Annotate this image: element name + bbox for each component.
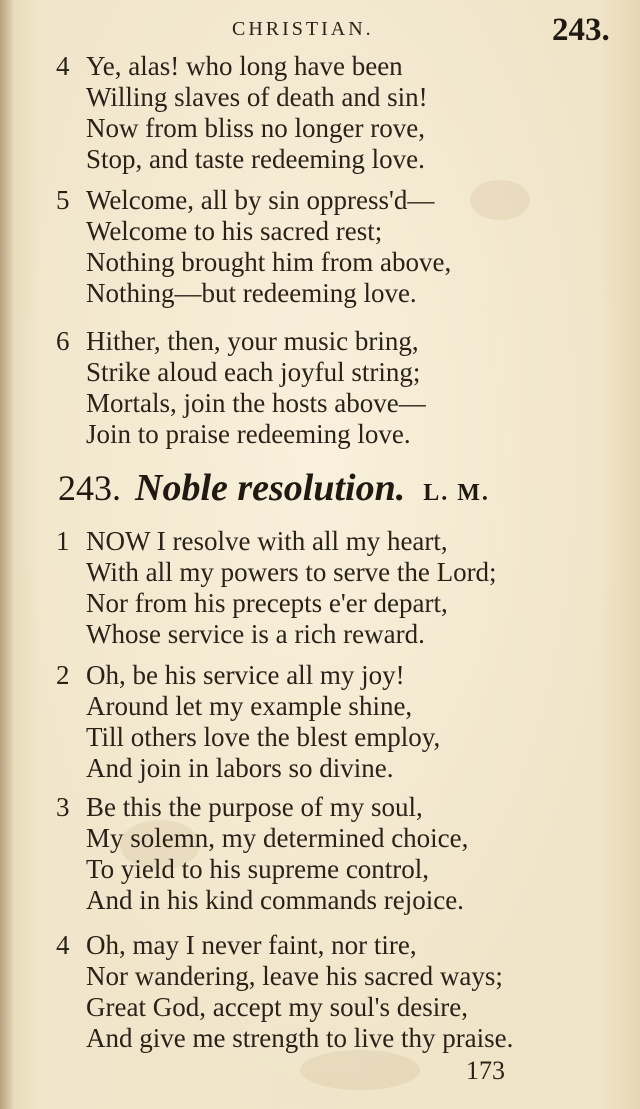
verse-line: Strike aloud each joyful string;	[86, 357, 421, 387]
running-header	[0, 12, 640, 46]
verse-line: Welcome, all by sin oppress'd—	[86, 185, 435, 215]
verse-line: Till others love the blest employ,	[86, 722, 441, 752]
paper-stain	[470, 180, 530, 220]
hymn-heading	[58, 466, 618, 510]
hymn-number: 243.	[58, 468, 121, 508]
verse-line: Willing slaves of death and sin!	[86, 82, 428, 112]
hymn-meter: L. M.	[423, 480, 490, 506]
verse-line: And join in labors so divine.	[86, 753, 394, 783]
verse-line: Mortals, join the hosts above—	[86, 388, 426, 418]
verse-line: Join to praise redeeming love.	[86, 419, 411, 449]
verse-line: Now from bliss no longer rove,	[86, 113, 425, 143]
verse-line: Nothing brought him from above,	[86, 247, 452, 277]
verse-line: And give me strength to live thy praise.	[86, 1023, 514, 1053]
stanza-number: 4	[56, 930, 70, 960]
stanza-number: 2	[56, 660, 70, 690]
stanza-number: 4	[56, 51, 70, 81]
footer-page-number: 173	[466, 1056, 505, 1085]
verse-line: Nor wandering, leave his sacred ways;	[86, 961, 503, 991]
verse-line: Whose service is a rich reward.	[86, 619, 425, 649]
verse-line: Be this the purpose of my soul,	[86, 792, 423, 822]
spine-shadow	[0, 0, 14, 1109]
verse-line: With all my powers to serve the Lord;	[86, 557, 497, 587]
verse-line: NOW I resolve with all my heart,	[86, 526, 448, 556]
verse-line: Around let my example shine,	[86, 691, 413, 721]
verse-line: My solemn, my determined choice,	[86, 823, 469, 853]
verse-line: Oh, may I never faint, nor tire,	[86, 930, 417, 960]
verse-line: Ye, alas! who long have been	[86, 51, 403, 81]
verse-line: To yield to his supreme control,	[86, 854, 430, 884]
verse-line: Nothing—but redeeming love.	[86, 278, 417, 308]
header-page-label: 243.	[552, 12, 610, 48]
verse-line: And in his kind commands rejoice.	[86, 885, 464, 915]
paper-stain	[300, 1050, 420, 1090]
stanza-number: 1	[56, 526, 70, 556]
running-title: CHRISTIAN.	[232, 18, 374, 40]
hymn-title: Noble resolution.	[135, 467, 406, 509]
verse-line: Welcome to his sacred rest;	[86, 216, 383, 246]
stanza-number: 5	[56, 185, 70, 215]
stanza-number: 6	[56, 326, 70, 356]
verse-line: Oh, be his service all my joy!	[86, 660, 405, 690]
stanza-number: 3	[56, 792, 70, 822]
verse-line: Hither, then, your music bring,	[86, 326, 419, 356]
verse-line: Stop, and taste redeeming love.	[86, 144, 425, 174]
verse-line: Nor from his precepts e'er depart,	[86, 588, 448, 618]
verse-line: Great God, accept my soul's desire,	[86, 992, 468, 1022]
